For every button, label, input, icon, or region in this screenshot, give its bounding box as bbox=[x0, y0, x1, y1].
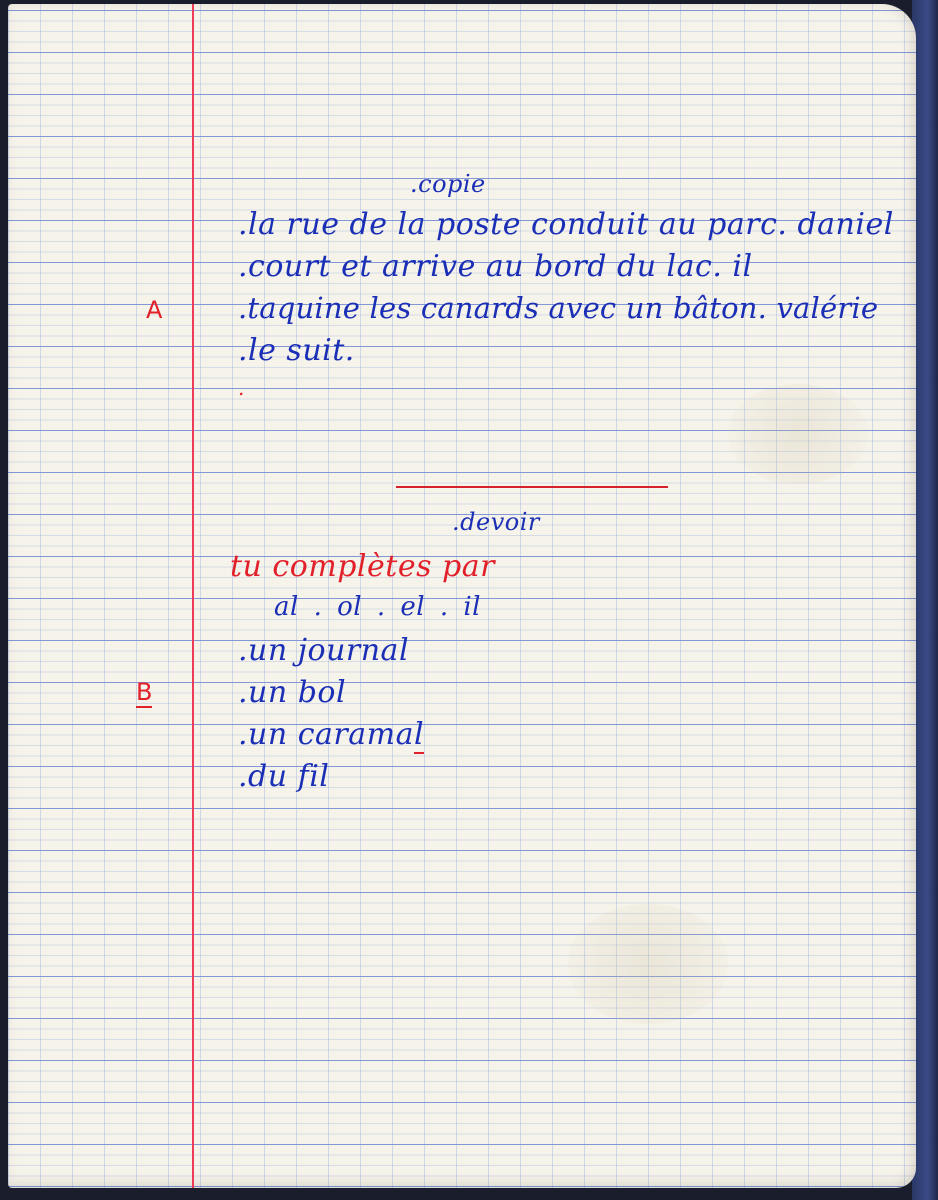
copie-line-2: .court et arrive au bord du lac. il bbox=[238, 249, 753, 284]
copie-line-5: . bbox=[238, 376, 245, 400]
devoir-word-3 bbox=[238, 717, 425, 752]
paper-stain bbox=[568, 904, 728, 1024]
devoir-title: .devoir bbox=[452, 508, 540, 536]
copie-line-4: .le suit. bbox=[238, 333, 355, 368]
paper-stain bbox=[728, 384, 868, 484]
margin-line bbox=[192, 4, 194, 1188]
copie-line-3: .taquine les canards avec un bâton. valérie bbox=[238, 291, 879, 325]
copie-title: .copie bbox=[410, 170, 486, 198]
devoir-word-3-prefix: .un carama bbox=[238, 717, 414, 752]
copie-line-1: .la rue de la poste conduit au parc. daniel bbox=[238, 207, 894, 242]
devoir-instruction: tu complètes par bbox=[230, 549, 495, 584]
section-separator bbox=[396, 486, 668, 488]
margin-mark-b: B bbox=[136, 678, 153, 706]
devoir-word-1: .un journal bbox=[238, 633, 410, 668]
margin-mark-a: A bbox=[146, 296, 163, 324]
devoir-word-2: .un bol bbox=[238, 675, 347, 710]
devoir-options: al . ol . el . il bbox=[274, 592, 481, 622]
notebook-page bbox=[8, 4, 916, 1188]
devoir-word-4: .du fil bbox=[238, 759, 330, 794]
devoir-word-3-answer: l bbox=[413, 717, 425, 752]
